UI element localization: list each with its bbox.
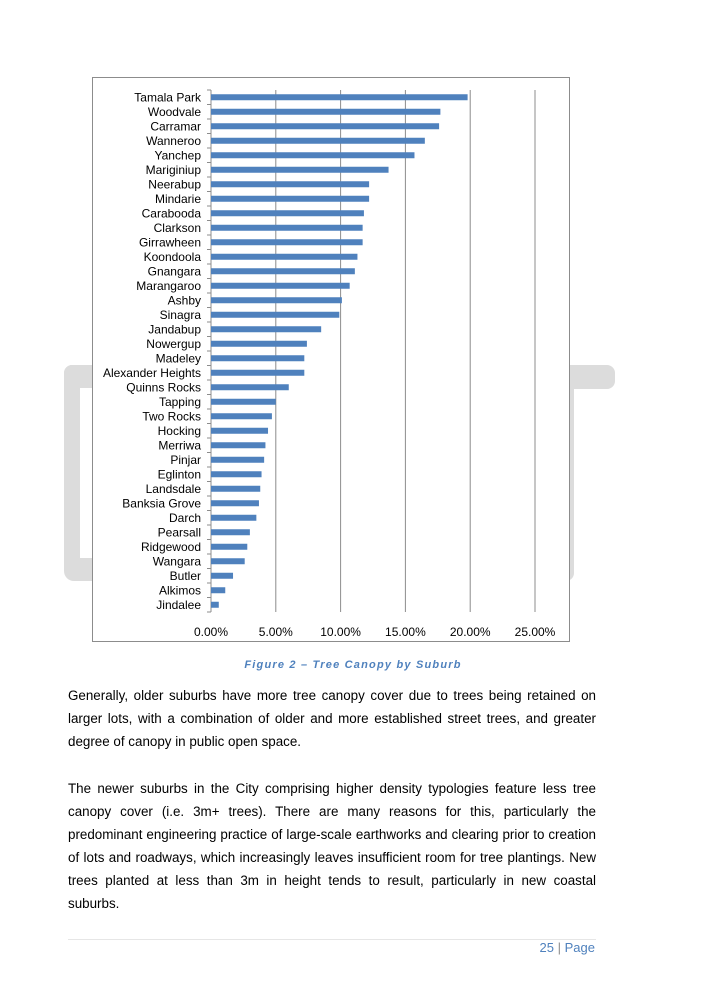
body-paragraph-1: Generally, older suburbs have more tree canopy cover due to trees being retained on larger lots, with a combination of older and more established street trees, and greater degree of canopy in public open space. — [68, 688, 596, 749]
category-label: Alkimos — [158, 583, 201, 598]
category-label: Alexander Heights — [102, 366, 201, 381]
page-footer — [540, 940, 595, 955]
category-label: Clarkson — [153, 221, 201, 236]
category-label: Gnangara — [147, 264, 201, 279]
category-label: Mariginiup — [145, 163, 201, 178]
bar — [211, 515, 256, 521]
category-label: Girrawheen — [138, 235, 201, 250]
category-label: Pearsall — [157, 525, 201, 540]
category-label: Butler — [169, 569, 201, 584]
chart-canvas — [93, 78, 569, 641]
body-paragraph-2: The newer suburbs in the City comprising higher density typologies feature less tree canopy cover (i.e. 3m+ trees). There are many reasons for this, particularly the predominant engineering practice of large-scale earthworks and clearing prior to creation of lots and roadways, which increasingly leaves insufficient room for tree plantings. New trees planted at less than 3m in height tends to result, particularly in new coastal suburbs. — [68, 781, 596, 911]
bar — [211, 167, 389, 173]
bar — [211, 355, 304, 361]
category-label: Madeley — [155, 351, 201, 366]
category-label: Merriwa — [158, 438, 201, 453]
category-label: Darch — [168, 511, 201, 526]
category-label: Tamala Park — [134, 90, 201, 105]
bar — [211, 254, 357, 260]
bar — [211, 370, 304, 376]
category-label: Ridgewood — [140, 540, 201, 555]
bar — [211, 587, 225, 593]
bar — [211, 138, 425, 144]
category-label: Eglinton — [157, 467, 201, 482]
bar — [211, 225, 363, 231]
bar — [211, 181, 369, 187]
category-label: Jandabup — [148, 322, 201, 337]
bar — [211, 341, 307, 347]
category-label: Carabooda — [141, 206, 201, 221]
figure-caption: Figure 2 – Tree Canopy by Suburb — [244, 659, 462, 671]
bar — [211, 602, 219, 608]
bar — [211, 384, 289, 390]
bar — [211, 152, 414, 158]
page-number: 25 — [539, 940, 554, 955]
bar — [211, 399, 276, 405]
bar — [211, 283, 350, 289]
x-tick-label: 15.00% — [385, 625, 426, 639]
category-label: Neerabup — [148, 177, 201, 192]
category-label: Banksia Grove — [122, 496, 201, 511]
bar — [211, 544, 247, 550]
bar — [211, 442, 265, 448]
category-label: Landsdale — [145, 482, 201, 497]
bar — [211, 210, 364, 216]
category-label: Two Rocks — [142, 409, 201, 424]
category-label: Jindalee — [156, 598, 201, 613]
bar — [211, 413, 272, 419]
bar — [211, 109, 440, 115]
bar — [211, 529, 250, 535]
page-separator: | — [557, 940, 561, 955]
bar — [211, 312, 339, 318]
bar — [211, 428, 268, 434]
x-tick-label: 5.00% — [258, 625, 293, 639]
category-label: Woodvale — [147, 105, 201, 120]
bar — [211, 500, 259, 506]
footer-divider — [68, 939, 596, 940]
category-label: Sinagra — [159, 308, 201, 323]
category-label: Hocking — [157, 424, 201, 439]
category-label: Wangara — [152, 554, 201, 569]
bar — [211, 239, 363, 245]
category-label: Mindarie — [154, 192, 201, 207]
watermark-bracket-top-right — [569, 365, 615, 389]
bar — [211, 558, 245, 564]
bar — [211, 326, 321, 332]
page-label: Page — [564, 940, 595, 955]
bar — [211, 573, 233, 579]
tree-canopy-chart — [92, 77, 570, 642]
category-label: Koondoola — [143, 250, 201, 265]
x-tick-label: 10.00% — [320, 625, 361, 639]
bar — [211, 297, 342, 303]
category-label: Pinjar — [170, 453, 201, 468]
x-tick-label: 20.00% — [449, 625, 491, 639]
bar — [211, 196, 369, 202]
category-label: Carramar — [150, 119, 201, 134]
category-label: Yanchep — [154, 148, 201, 163]
category-label: Marangaroo — [136, 279, 201, 294]
x-tick-label: 25.00% — [514, 625, 556, 639]
bar — [211, 471, 262, 477]
category-label: Tapping — [158, 395, 201, 410]
bar — [211, 486, 260, 492]
x-tick-label: 0.00% — [193, 625, 229, 639]
category-label: Nowergup — [146, 337, 201, 352]
category-label: Ashby — [167, 293, 201, 308]
bar — [211, 457, 264, 463]
category-label: Quinns Rocks — [126, 380, 201, 395]
bar — [211, 123, 439, 129]
bar — [211, 94, 468, 100]
bar — [211, 268, 355, 274]
category-label: Wanneroo — [146, 134, 201, 149]
